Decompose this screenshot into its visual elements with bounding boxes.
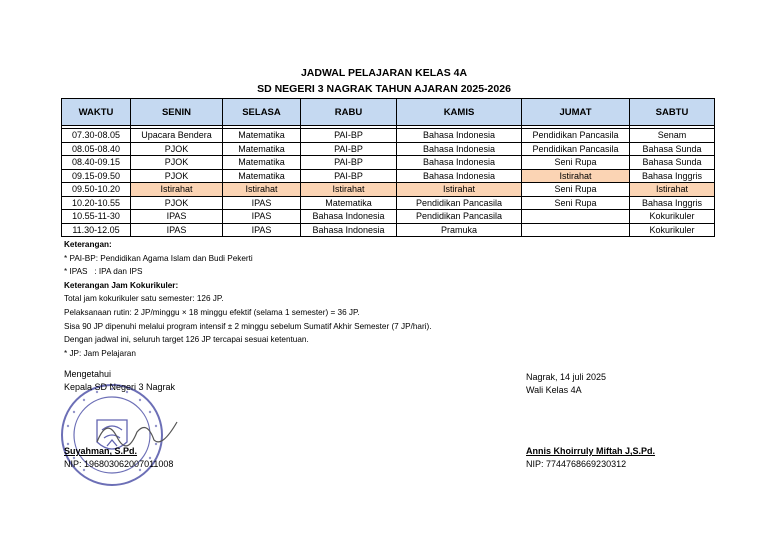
approval-label: Mengetahui bbox=[64, 369, 112, 379]
table-cell: 09.50-10.20 bbox=[62, 183, 131, 197]
table-cell: Pendidikan Pancasila bbox=[397, 210, 522, 224]
table-cell: 11.30-12.05 bbox=[62, 223, 131, 237]
table-cell: PAI-BP bbox=[301, 156, 397, 170]
teacher-name: Annis Khoirruly Miftah J,S.Pd. bbox=[526, 446, 656, 456]
break-cell: Istirahat bbox=[131, 183, 223, 197]
table-cell: Pendidikan Pancasila bbox=[522, 142, 630, 156]
table-cell: IPAS bbox=[131, 223, 223, 237]
table-cell: Bahasa Indonesia bbox=[301, 223, 397, 237]
document-title: JADWAL PELAJARAN KELAS 4A bbox=[300, 67, 468, 79]
table-row bbox=[62, 129, 715, 143]
break-cell: Istirahat bbox=[630, 183, 715, 197]
table-cell: Bahasa Sunda bbox=[630, 156, 715, 170]
table-cell: Bahasa Indonesia bbox=[301, 210, 397, 224]
break-cell: Istirahat bbox=[522, 169, 630, 183]
table-cell: Senam bbox=[630, 129, 715, 143]
table-cell: Bahasa Indonesia bbox=[397, 142, 522, 156]
teacher-role: Wali Kelas 4A bbox=[526, 385, 582, 395]
teacher-nip: NIP: 7744768669230312 bbox=[526, 459, 627, 469]
note-line: Total jam kokurikuler satu semester: 126 JP. bbox=[64, 294, 224, 304]
table-cell: 09.15-09.50 bbox=[62, 169, 131, 183]
notes-section bbox=[64, 238, 432, 360]
table-cell: PJOK bbox=[131, 142, 223, 156]
table-cell: Kokurikuler bbox=[630, 210, 715, 224]
table-cell: Seni Rupa bbox=[522, 196, 630, 210]
table-cell: Matematika bbox=[223, 142, 301, 156]
col-header-kamis: KAMIS bbox=[397, 99, 522, 126]
principal-nip: NIP: 196803062007011008 bbox=[64, 459, 174, 469]
note-line: * IPAS : IPA dan IPS bbox=[64, 267, 143, 277]
col-header-sabtu: SABTU bbox=[630, 99, 715, 126]
principal-name-block bbox=[64, 445, 173, 471]
table-cell: Matematika bbox=[223, 156, 301, 170]
table-row bbox=[62, 223, 715, 237]
note-line: Sisa 90 JP dipenuhi melalui program intensif ± 2 minggu sebelum Sumatif Akhir Semester (7 JP/hari). bbox=[64, 321, 432, 331]
note-line: Dengan jadwal ini, seluruh target 126 JP tercapai sesuai ketentuan. bbox=[64, 335, 309, 345]
table-cell: PAI-BP bbox=[301, 129, 397, 143]
note-line: * PAI-BP: Pendidikan Agama Islam dan Budi Pekerti bbox=[64, 253, 253, 263]
kokurikuler-heading: Keterangan Jam Kokurikuler: bbox=[64, 280, 179, 290]
table-cell: Bahasa Indonesia bbox=[397, 169, 522, 183]
notes-heading: Keterangan: bbox=[64, 240, 112, 249]
table-cell bbox=[522, 223, 630, 237]
table-cell: IPAS bbox=[131, 210, 223, 224]
table-cell: Matematika bbox=[223, 169, 301, 183]
document-subtitle: SD NEGERI 3 NAGRAK TAHUN AJARAN 2025-2026 bbox=[257, 83, 511, 95]
table-cell: Pendidikan Pancasila bbox=[522, 129, 630, 143]
place-date: Nagrak, 14 juli 2025 bbox=[526, 372, 607, 382]
table-cell: Pendidikan Pancasila bbox=[397, 196, 522, 210]
break-cell: Istirahat bbox=[397, 183, 522, 197]
table-cell: PJOK bbox=[131, 156, 223, 170]
col-header-jumat: JUMAT bbox=[522, 99, 630, 126]
note-line: * JP: Jam Pelajaran bbox=[64, 348, 136, 358]
table-cell: IPAS bbox=[223, 196, 301, 210]
table-cell: Seni Rupa bbox=[522, 183, 630, 197]
break-cell: Istirahat bbox=[223, 183, 301, 197]
table-row bbox=[62, 169, 715, 183]
table-cell: 10.20-10.55 bbox=[62, 196, 131, 210]
table-cell: Bahasa Indonesia bbox=[397, 156, 522, 170]
table-cell: Bahasa Inggris bbox=[630, 169, 715, 183]
table-cell: Bahasa Inggris bbox=[630, 196, 715, 210]
table-row bbox=[62, 142, 715, 156]
col-header-senin: SENIN bbox=[131, 99, 223, 126]
table-cell: Pramuka bbox=[397, 223, 522, 237]
table-cell: 08.05-08.40 bbox=[62, 142, 131, 156]
table-cell: Seni Rupa bbox=[522, 156, 630, 170]
table-cell: 07.30-08.05 bbox=[62, 129, 131, 143]
table-header-row bbox=[62, 99, 715, 126]
table-cell: 10.55-11-30 bbox=[62, 210, 131, 224]
col-header-selasa: SELASA bbox=[223, 99, 301, 126]
table-cell: Bahasa Sunda bbox=[630, 142, 715, 156]
col-header-waktu: WAKTU bbox=[62, 99, 131, 126]
table-row bbox=[62, 210, 715, 224]
table-cell bbox=[522, 210, 630, 224]
schedule-table bbox=[61, 98, 715, 237]
table-row bbox=[62, 183, 715, 197]
table-cell: Matematika bbox=[223, 129, 301, 143]
table-cell: PAI-BP bbox=[301, 169, 397, 183]
principal-signature-block bbox=[64, 368, 175, 394]
table-cell: PJOK bbox=[131, 196, 223, 210]
teacher-signature-block bbox=[526, 371, 606, 397]
table-cell: IPAS bbox=[223, 223, 301, 237]
table-row bbox=[62, 156, 715, 170]
table-cell: Kokurikuler bbox=[630, 223, 715, 237]
table-row bbox=[62, 196, 715, 210]
col-header-rabu: RABU bbox=[301, 99, 397, 126]
table-cell: PAI-BP bbox=[301, 142, 397, 156]
note-line: Pelaksanaan rutin: 2 JP/minggu × 18 minggu efektif (selama 1 semester) = 36 JP. bbox=[64, 307, 360, 317]
table-cell: PJOK bbox=[131, 169, 223, 183]
table-cell: 08.40-09.15 bbox=[62, 156, 131, 170]
teacher-name-block bbox=[526, 445, 655, 471]
table-cell: IPAS bbox=[223, 210, 301, 224]
table-cell: Upacara Bendera bbox=[131, 129, 223, 143]
principal-name: Suyahman, S.Pd. bbox=[64, 446, 138, 456]
principal-title: Kepala SD Negeri 3 Nagrak bbox=[64, 382, 176, 392]
table-cell: Bahasa Indonesia bbox=[397, 129, 522, 143]
table-cell: Matematika bbox=[301, 196, 397, 210]
break-cell: Istirahat bbox=[301, 183, 397, 197]
